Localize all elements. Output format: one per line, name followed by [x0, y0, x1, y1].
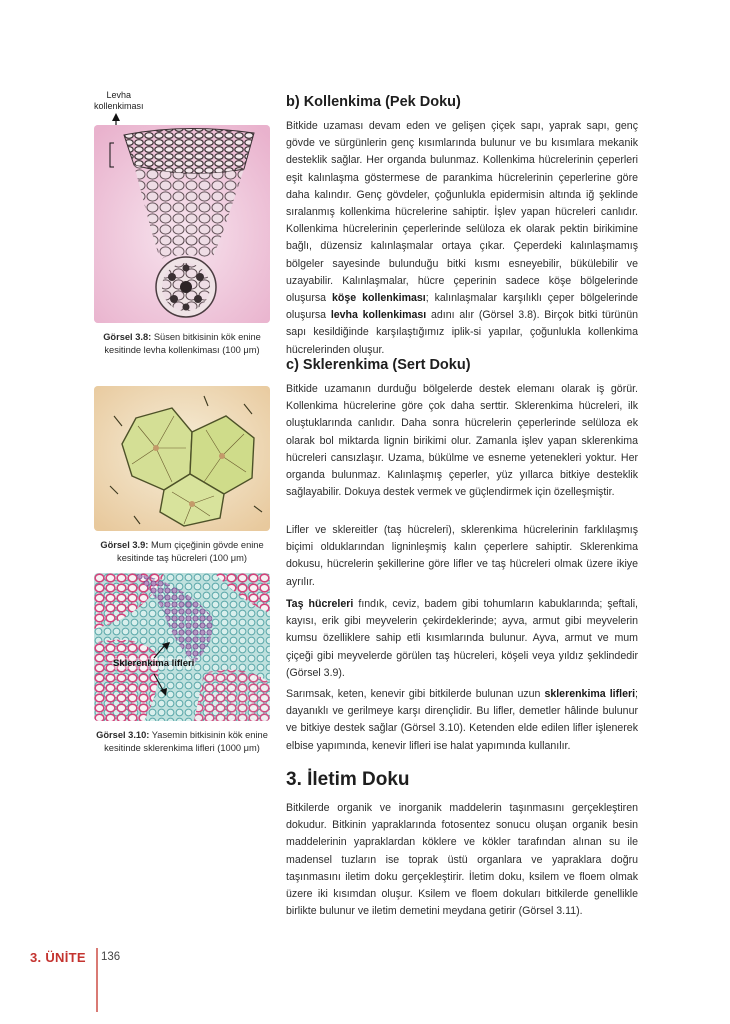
sclerenchyma-fibers-micrograph	[94, 573, 270, 721]
caption-label: Görsel 3.9:	[100, 540, 149, 550]
figure-3-9-caption	[92, 539, 272, 565]
footer-divider	[96, 948, 98, 1012]
bold-term: Taş hücreleri	[286, 598, 354, 610]
text-run: fındık, ceviz, badem gibi tohumların kabuklarında; şeftali, kayısı, erik gibi meyvelerin çekirdeklerinde; ayva, armut gibi meyvelerin kumsu özelliklere sahip etli kısımlarında bulunur. Ayva, armut ve mum çiçeği gibi meyvelerde görülen taş hücreleri, köşeli veya yıldız şeklindedir (Görsel 3.9).	[286, 598, 638, 679]
tas-hucreleri-paragraph	[286, 596, 638, 682]
bold-term: sklerenkima lifleri	[544, 688, 636, 700]
caption-label: Görsel 3.10:	[96, 730, 150, 740]
collenchyma-micrograph	[94, 125, 270, 323]
caption-text: Mum çiçeğinin gövde enine kesitinde taş hücreleri (100 μm)	[117, 540, 264, 563]
figure-3-10-image	[94, 573, 270, 721]
levha-kollenkimasi-label	[94, 90, 144, 112]
kollenkima-paragraph	[286, 118, 638, 359]
figure-3-8-image	[94, 125, 270, 323]
stone-cells-micrograph	[94, 386, 270, 531]
text-run: ; dayanıklı ve gerilmeye karşı dirençlidir. Bu lifler, demetler hâlinde bulunur ve bitkiye destek sağlar (Görsel 3.10). Ketenden elde edilen lifler işlenerek elbise yapımında, kenevir lifleri ise halat yapımında kullanılır.	[286, 688, 638, 752]
iletim-doku-heading: 3. İletim Doku	[286, 769, 410, 790]
figure-3-9-image	[94, 386, 270, 531]
sklerenkima-lifleri-paragraph	[286, 686, 638, 755]
sklerenkima-paragraph-2: Lifler ve sklereitler (taş hücreleri), sklerenkima hücrelerinin farklılaşmış biçimi olduklarından ligninleşmiş kalın çeperlere sahiptir. Sklerenkima dokusu, hücrelerin şekillerine göre lifler ve taş hücreleri olmak üzere ikiye ayrılır.	[286, 524, 638, 588]
bold-term: levha kollenkiması	[330, 309, 427, 322]
text-run: Bitkide uzaması devam eden ve gelişen çiçek sapı, yaprak sapı, genç gövde ve sürgünlerin genç kısımlarında bulunur ve bu kısımlara mekanik desteklik sağlar. Her organda bulunmaz. Kollenkima hücrelerinin çeperleri eşit kalınlaşma göstermese de parankima hücrelerinin çeperlerine göre daha kalındır. Genç gövdeler, çoğunlukla epidermisin altında iğ şeklinde sıralanmış kollenkima hücrelerine sahiptir. İşlev yapan hücreleri canlıdır. Kollenkima hücrelerinin çeperlerinde selüloza ek olarak pektin birikimine bağlı, düzensiz kalınlaşmalar ortaya çıkar. Çeperdeki kalınlaşmamış bölgeler sayesinde bulunduğu bitki kısmı esneyebilir, bükülebilir ve uzayabilir. Kalınlaşmalar, hücre çeperinin sadece köşe bölgelerinde oluşursa	[286, 120, 638, 305]
bold-term: köşe kollenkiması	[332, 292, 426, 305]
text-run: ; kalınlaşmalar karşılıklı çeper bölgelerinde oluşursa	[286, 292, 638, 322]
page-number: 136	[101, 951, 121, 963]
figure-3-10-caption	[92, 729, 272, 755]
caption-label: Görsel 3.8:	[103, 332, 152, 342]
levha-annotation-text: Levha kollenkiması	[94, 90, 144, 111]
figure-3-8-caption	[92, 331, 272, 357]
caption-text: Yasemin bitkisinin kök enine kesitinde sklerenkima lifleri (1000 μm)	[104, 730, 268, 753]
text-run: adını alır (Görsel 3.8). Birçok bitki türünün sapı kesildiğinde karşılaştığımız iplik-si yapılar, çoğunlukla kollenkima hücrelerinden oluşur.	[286, 309, 638, 356]
sklerenkima-heading: c) Sklerenkima (Sert Doku)	[286, 357, 471, 373]
sklerenkima-lifleri-label: Sklerenkima lifleri	[113, 658, 195, 669]
caption-text: Süsen bitkisinin kök enine kesitinde levha kollenkiması (100 μm)	[104, 332, 261, 355]
kollenkima-heading: b) Kollenkima (Pek Doku)	[286, 94, 461, 110]
unit-label: 3. ÜNİTE	[30, 950, 86, 965]
iletim-doku-paragraph: Bitkilerde organik ve inorganik maddelerin taşınmasını gerçekleştiren dokudur. Bitkinin yapraklarında fotosentez sonucu oluşan organik besin maddelerinin yapraklardan köklere ve kökler tarafından alınan su ile madensel tuzların ise toprak üstü organlara ve yapraklara doğru taşınmasını iletim doku gerçekleştirir. İletim doku, ksilem ve floem olmak üzere iki kısımdan oluşur. Ksilem ve floem dokuları bitkilerde genellikle birlikte bulunur ve iletim demetini meydana getirir (Görsel 3.11).	[286, 802, 638, 918]
sklerenkima-paragraph-1: Bitkide uzamanın durduğu bölgelerde destek elemanı olarak iş görür. Kollenkima hücrelerine göre çok daha serttir. Sklerenkima hücreleri, ilk oluştuklarında canlıdır. Daha sonra hücrelerin çeperlerinde selüloza ek olarak bol miktarda lignin birikimi olur. Zamanla işlev yapan sklerenkima hücreleri cansızlaşır. Uzama, bükülme ve esneme yetenekleri yoktur. Her organda bulunmaz. Kalınlaşmış çeperler, yüz yıllarca bitkiye desteklik sağlayabilir. Dokuya destek vermek ve güçlendirmek için özelleşmiştir.	[286, 383, 638, 499]
text-run: Sarımsak, keten, kenevir gibi bitkilerde bulunan uzun	[286, 688, 545, 700]
pointer-arrow	[140, 642, 180, 698]
